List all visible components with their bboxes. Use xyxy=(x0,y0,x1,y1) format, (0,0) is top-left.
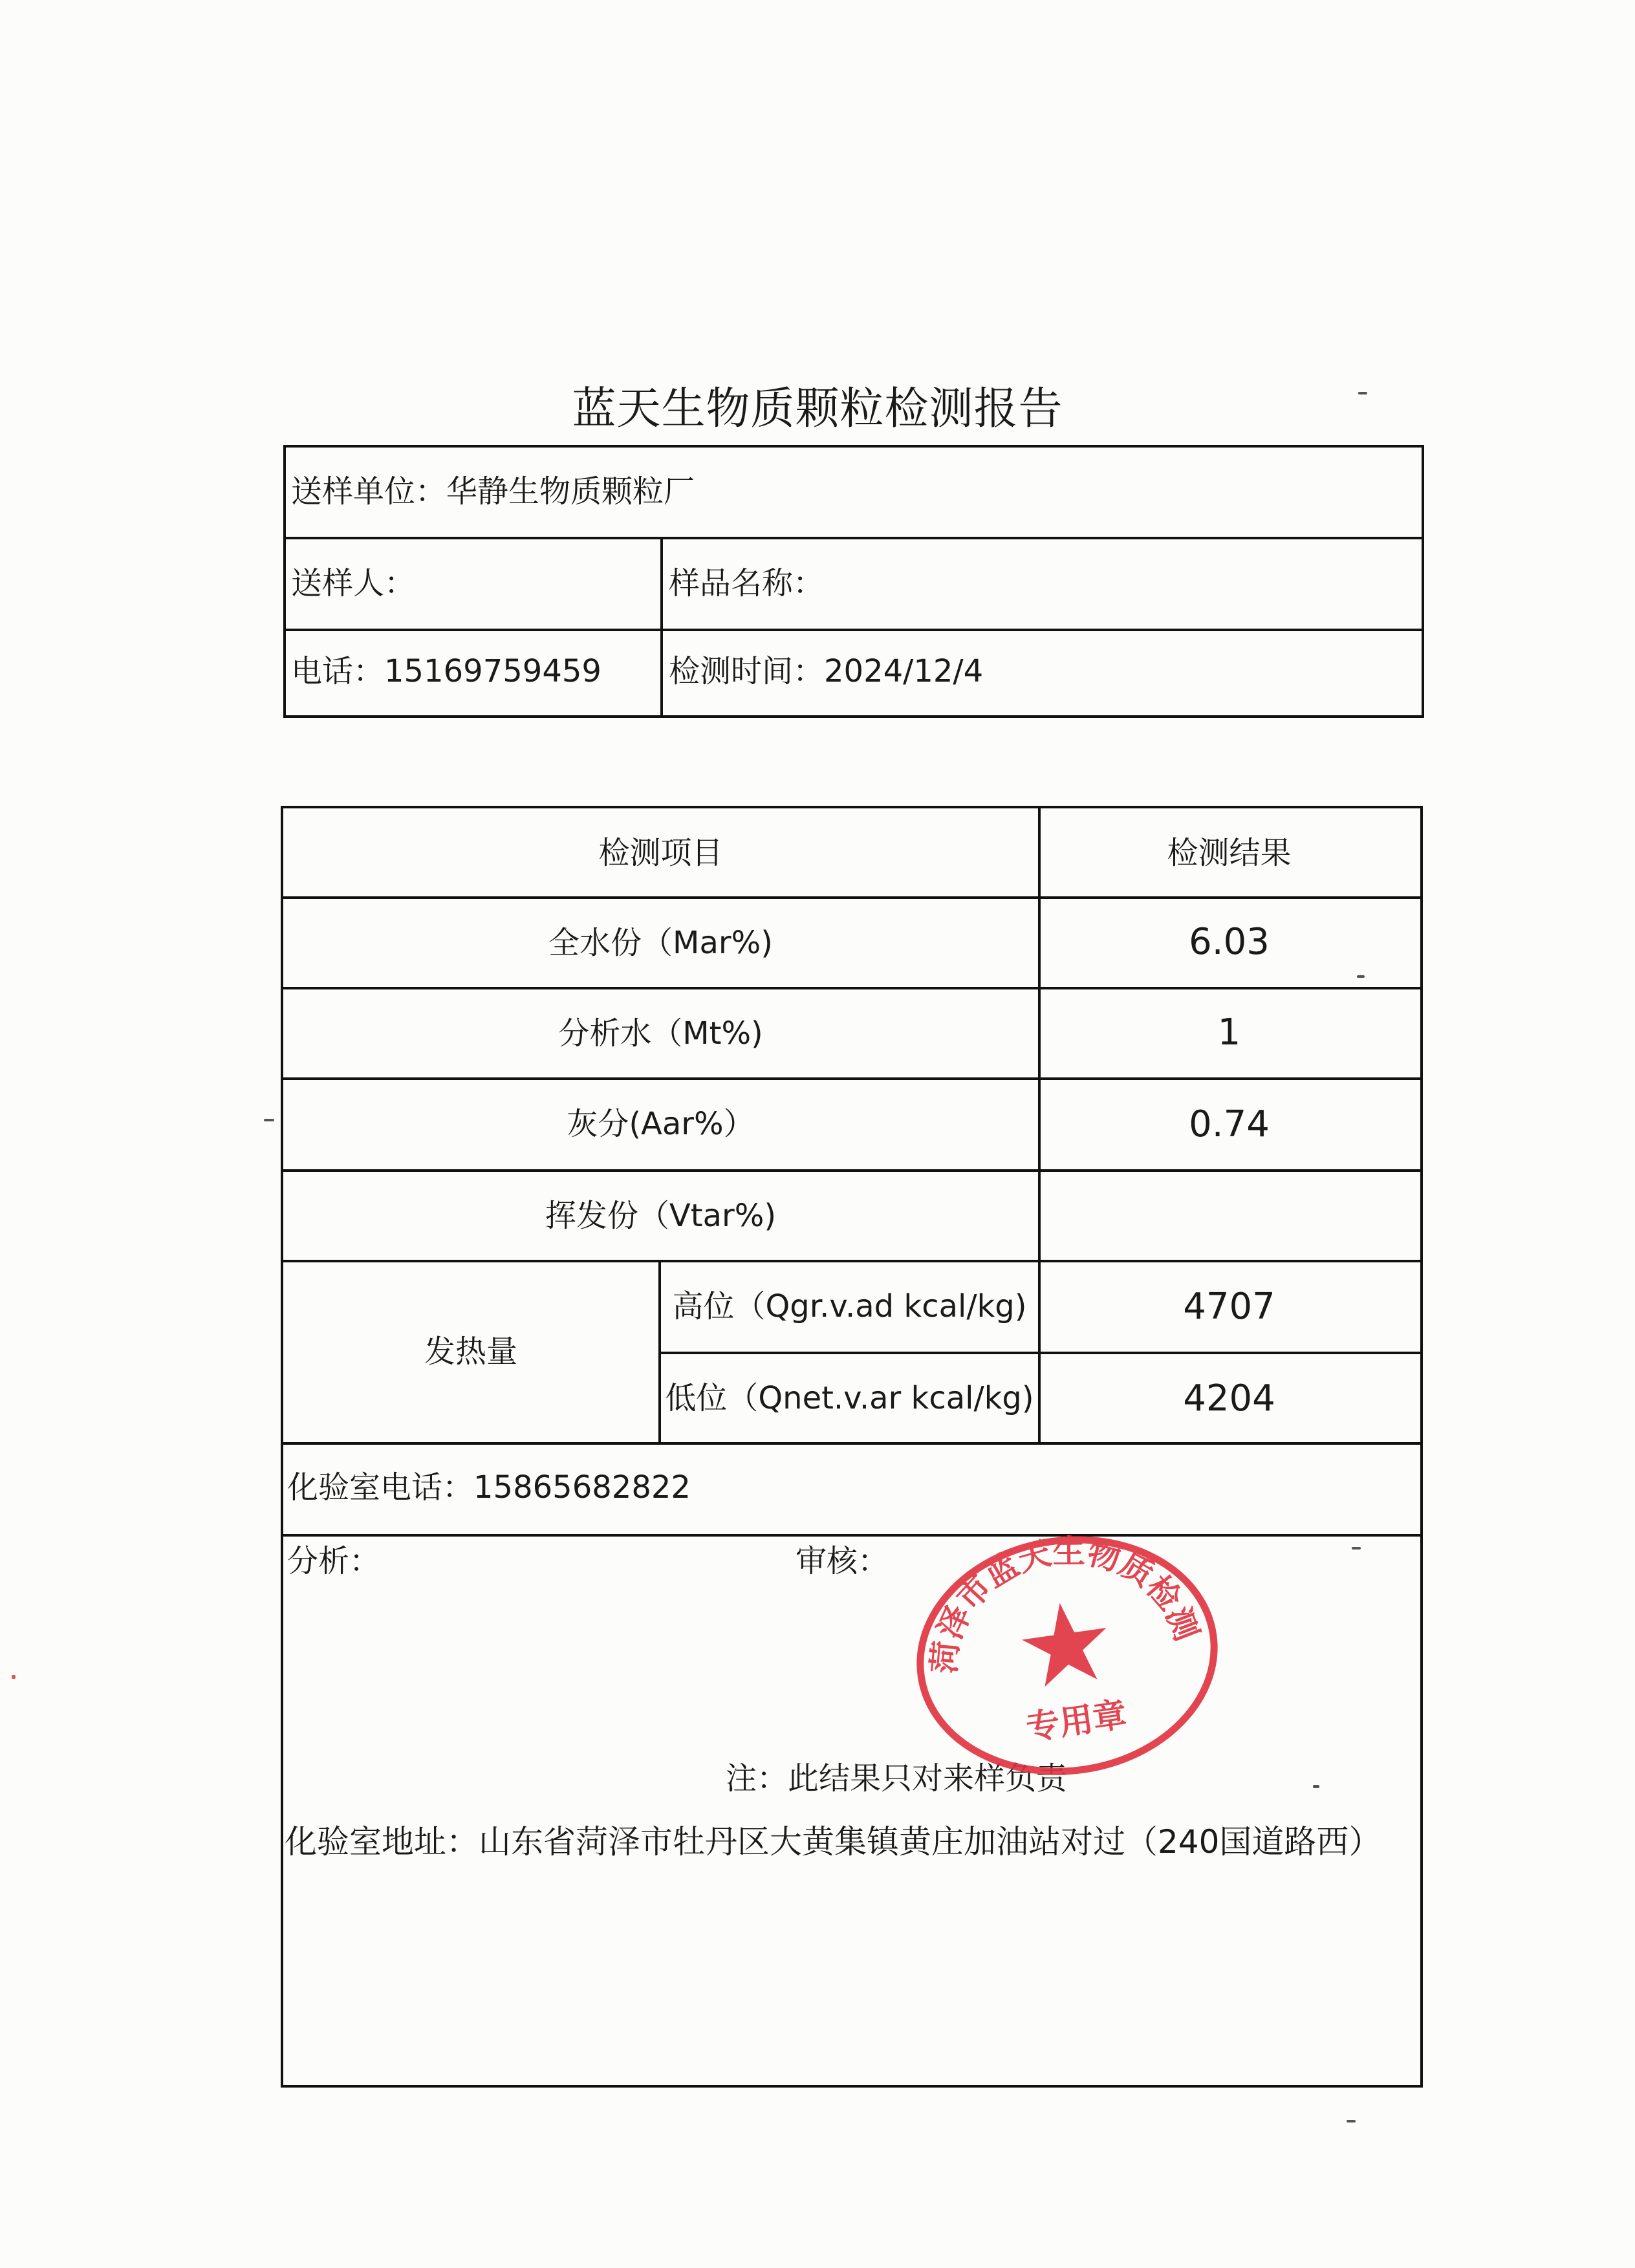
results-table xyxy=(281,806,1423,2088)
review-label: 审核： xyxy=(796,1543,889,1579)
test-date: 检测时间：2024/12/4 xyxy=(669,653,984,689)
row-item: 全水份（Mar%) xyxy=(548,925,773,961)
row-value: 0.74 xyxy=(1189,1103,1270,1145)
result-note: 注：此结果只对来样负责 xyxy=(726,1760,1068,1797)
row-value: 1 xyxy=(1217,1011,1241,1053)
phone: 电话：15169759459 xyxy=(291,653,601,689)
sender-unit: 送样单位：华静生物质颗粒厂 xyxy=(291,473,695,510)
seal-bottom-text: 专用章 xyxy=(1023,1694,1129,1748)
heat-high-value: 4707 xyxy=(1183,1286,1275,1328)
heat-low-value: 4204 xyxy=(1183,1377,1275,1420)
sender-person: 送样人： xyxy=(291,565,416,601)
row-item: 灰分(Aar%） xyxy=(567,1106,755,1142)
row-item: 分析水（Mt%) xyxy=(558,1015,763,1052)
official-seal xyxy=(905,1526,1229,1785)
analysis-label: 分析： xyxy=(287,1543,381,1579)
lab-address: 化验室地址：山东省菏泽市牡丹区大黄集镇黄庄加油站对过（240国道路西） xyxy=(285,1823,1381,1861)
heat-high-label: 高位（Qgr.v.ad kcal/kg) xyxy=(672,1288,1027,1324)
header-test-item: 检测项目 xyxy=(598,835,723,871)
seal-star-icon xyxy=(1017,1597,1113,1689)
row-value: 6.03 xyxy=(1189,921,1270,963)
header-test-result: 检测结果 xyxy=(1167,835,1292,871)
report-title: 蓝天生物质颗粒检测报告 xyxy=(572,383,1063,435)
lab-phone: 化验室电话：15865682822 xyxy=(287,1469,691,1506)
seal-arc-text: 菏泽市蓝天生物质检测 xyxy=(924,1532,1206,1675)
sample-name: 样品名称： xyxy=(669,565,825,601)
row-item: 挥发份（Vtar%) xyxy=(545,1198,777,1234)
heat-low-label: 低位（Qnet.v.ar kcal/kg) xyxy=(665,1380,1034,1416)
heat-value-label: 发热量 xyxy=(424,1334,517,1370)
